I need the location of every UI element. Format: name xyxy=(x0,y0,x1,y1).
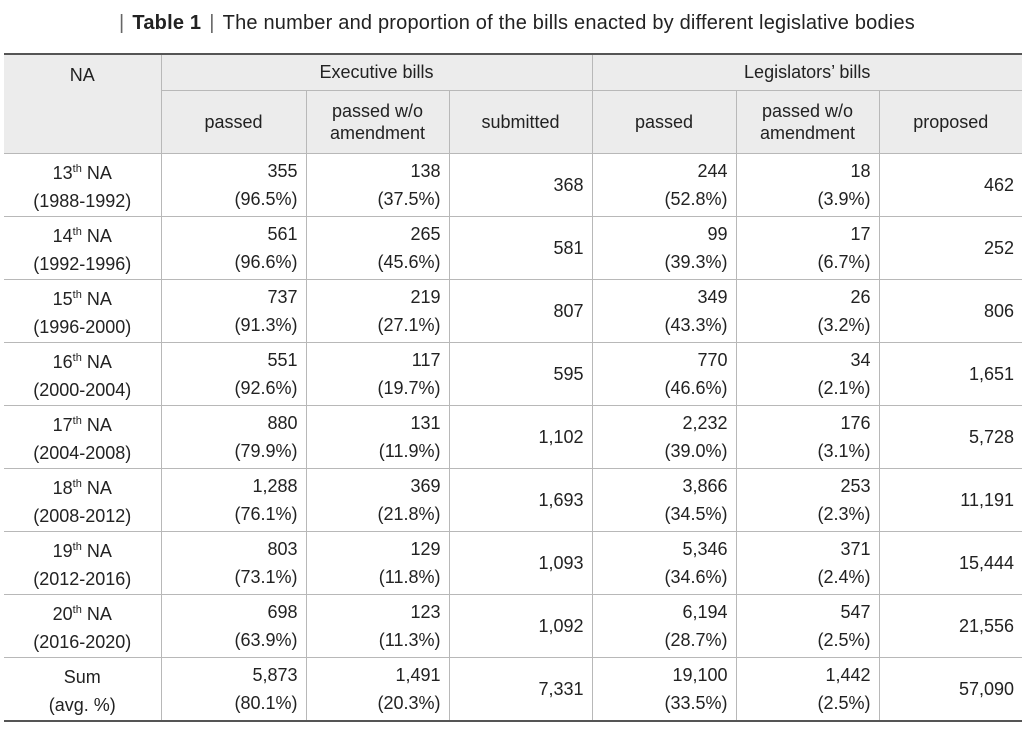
leg-proposed-cell: 15,444 xyxy=(879,532,1022,595)
table-row xyxy=(4,406,1022,469)
header-leg-passed-wo-amendment: passed w/o amendment xyxy=(736,91,879,154)
leg-passed-cell: 99 (39.3%) xyxy=(592,217,736,280)
row-na-label: 19th NA (2012-2016) xyxy=(4,532,161,595)
leg-passed-wo-amendment-cell: 547 (2.5%) xyxy=(736,595,879,658)
leg-passed-wo-amendment-cell: 1,442 (2.5%) xyxy=(736,658,879,722)
table-row xyxy=(4,217,1022,280)
exec-submitted-cell: 581 xyxy=(449,217,592,280)
exec-passed-cell: 355 (96.5%) xyxy=(161,154,306,217)
leg-proposed-cell: 252 xyxy=(879,217,1022,280)
leg-proposed-cell: 806 xyxy=(879,280,1022,343)
leg-proposed-cell: 21,556 xyxy=(879,595,1022,658)
exec-passed-wo-amendment-cell: 138 (37.5%) xyxy=(306,154,449,217)
exec-submitted-cell: 1,092 xyxy=(449,595,592,658)
row-na-label: 20th NA (2016-2020) xyxy=(4,595,161,658)
table-row xyxy=(4,658,1022,722)
leg-passed-cell: 2,232 (39.0%) xyxy=(592,406,736,469)
leg-passed-cell: 770 (46.6%) xyxy=(592,343,736,406)
bills-table xyxy=(4,53,1022,722)
row-na-label: 16th NA (2000-2004) xyxy=(4,343,161,406)
leg-passed-cell: 6,194 (28.7%) xyxy=(592,595,736,658)
exec-passed-cell: 698 (63.9%) xyxy=(161,595,306,658)
leg-passed-cell: 349 (43.3%) xyxy=(592,280,736,343)
leg-passed-wo-amendment-cell: 17 (6.7%) xyxy=(736,217,879,280)
table-row xyxy=(4,280,1022,343)
exec-submitted-cell: 368 xyxy=(449,154,592,217)
exec-submitted-cell: 1,093 xyxy=(449,532,592,595)
header-exec-passed: passed xyxy=(161,91,306,154)
exec-passed-wo-amendment-cell: 1,491 (20.3%) xyxy=(306,658,449,722)
exec-passed-wo-amendment-cell: 117 (19.7%) xyxy=(306,343,449,406)
header-leg-proposed: proposed xyxy=(879,91,1022,154)
leg-passed-cell: 5,346 (34.6%) xyxy=(592,532,736,595)
exec-submitted-cell: 595 xyxy=(449,343,592,406)
exec-passed-wo-amendment-cell: 219 (27.1%) xyxy=(306,280,449,343)
leg-passed-wo-amendment-cell: 253 (2.3%) xyxy=(736,469,879,532)
header-executive-bills: Executive bills xyxy=(161,54,592,91)
row-na-label: Sum (avg. %) xyxy=(4,658,161,722)
exec-passed-wo-amendment-cell: 131 (11.9%) xyxy=(306,406,449,469)
exec-passed-cell: 5,873 (80.1%) xyxy=(161,658,306,722)
leg-passed-cell: 19,100 (33.5%) xyxy=(592,658,736,722)
header-leg-passed: passed xyxy=(592,91,736,154)
exec-submitted-cell: 1,693 xyxy=(449,469,592,532)
leg-passed-wo-amendment-cell: 34 (2.1%) xyxy=(736,343,879,406)
leg-passed-cell: 3,866 (34.5%) xyxy=(592,469,736,532)
exec-submitted-cell: 807 xyxy=(449,280,592,343)
row-na-label: 15th NA (1996-2000) xyxy=(4,280,161,343)
row-na-label: 13th NA (1988-1992) xyxy=(4,154,161,217)
exec-passed-cell: 551 (92.6%) xyxy=(161,343,306,406)
row-na-label: 18th NA (2008-2012) xyxy=(4,469,161,532)
table-label: Table 1 xyxy=(132,11,202,34)
header-legislators-bills: Legislators’ bills xyxy=(592,54,1022,91)
table-row xyxy=(4,154,1022,217)
leg-proposed-cell: 1,651 xyxy=(879,343,1022,406)
exec-passed-cell: 880 (79.9%) xyxy=(161,406,306,469)
row-na-label: 17th NA (2004-2008) xyxy=(4,406,161,469)
leg-passed-wo-amendment-cell: 371 (2.4%) xyxy=(736,532,879,595)
exec-passed-wo-amendment-cell: 369 (21.8%) xyxy=(306,469,449,532)
leg-proposed-cell: 57,090 xyxy=(879,658,1022,722)
exec-passed-cell: 561 (96.6%) xyxy=(161,217,306,280)
table-row xyxy=(4,469,1022,532)
exec-passed-cell: 737 (91.3%) xyxy=(161,280,306,343)
header-exec-submitted: submitted xyxy=(449,91,592,154)
table-row xyxy=(4,532,1022,595)
leg-passed-cell: 244 (52.8%) xyxy=(592,154,736,217)
row-na-label: 14th NA (1992-1996) xyxy=(4,217,161,280)
leg-passed-wo-amendment-cell: 18 (3.9%) xyxy=(736,154,879,217)
exec-passed-wo-amendment-cell: 265 (45.6%) xyxy=(306,217,449,280)
exec-passed-wo-amendment-cell: 123 (11.3%) xyxy=(306,595,449,658)
table-row xyxy=(4,343,1022,406)
table-caption: | Table 1 | The number and proportion of the bills enacted by different legislative bodies xyxy=(119,11,915,34)
exec-passed-wo-amendment-cell: 129 (11.8%) xyxy=(306,532,449,595)
exec-passed-cell: 803 (73.1%) xyxy=(161,532,306,595)
leg-passed-wo-amendment-cell: 176 (3.1%) xyxy=(736,406,879,469)
header-exec-passed-wo-amendment: passed w/o amendment xyxy=(306,91,449,154)
leg-proposed-cell: 462 xyxy=(879,154,1022,217)
header-na: NA xyxy=(4,54,161,154)
exec-submitted-cell: 7,331 xyxy=(449,658,592,722)
leg-proposed-cell: 11,191 xyxy=(879,469,1022,532)
table-row xyxy=(4,595,1022,658)
table-title: The number and proportion of the bills enacted by different legislative bodies xyxy=(222,11,915,34)
table-body xyxy=(4,154,1022,722)
exec-passed-cell: 1,288 (76.1%) xyxy=(161,469,306,532)
leg-proposed-cell: 5,728 xyxy=(879,406,1022,469)
exec-submitted-cell: 1,102 xyxy=(449,406,592,469)
leg-passed-wo-amendment-cell: 26 (3.2%) xyxy=(736,280,879,343)
